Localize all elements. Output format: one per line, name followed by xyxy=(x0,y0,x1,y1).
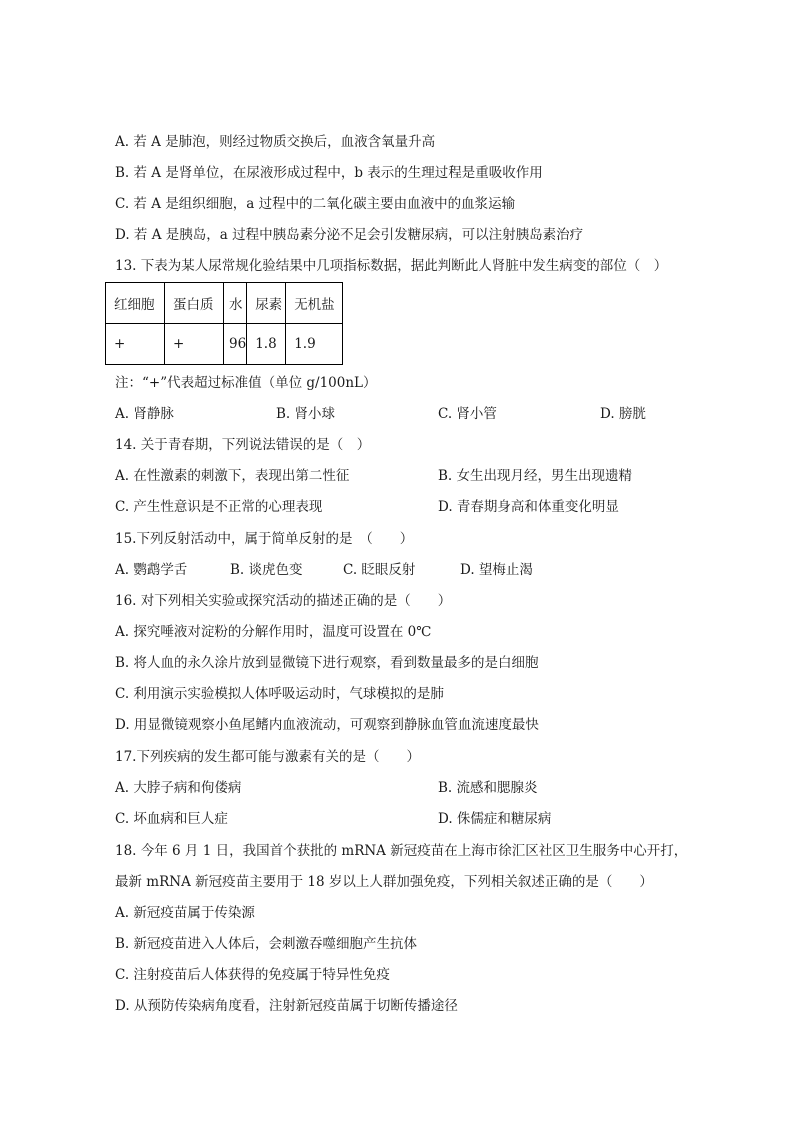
q12-option-a: A. 若 A 是肺泡，则经过物质交换后，血液含氧量升高 xyxy=(115,134,436,150)
q15-option-d: D. 望梅止渴 xyxy=(460,562,533,578)
q15-stem: 15.下列反射活动中，属于简单反射的是 （ ） xyxy=(115,531,414,547)
q12-option-d: D. 若 A 是胰岛，a 过程中胰岛素分泌不足会引发糖尿病，可以注射胰岛素治疗 xyxy=(115,227,584,243)
q14-option-a: A. 在性激素的刺激下，表现出第二性征 xyxy=(115,468,350,484)
q15-option-b: B. 谈虎色变 xyxy=(230,562,303,578)
q14-stem: 14. 关于青春期，下列说法错误的是（ ） xyxy=(115,437,371,453)
q18-stem-line1: 18. 今年 6 月 1 日，我国首个获批的 mRNA 新冠疫苗在上海市徐汇区社区卫生服务中心开打， xyxy=(115,843,688,859)
urine-test-table xyxy=(105,282,343,365)
q17-option-b: B. 流感和腮腺炎 xyxy=(438,780,538,796)
q18-stem-line2: 最新 mRNA 新冠疫苗主要用于 18 岁以上人群加强免疫，下列相关叙述正确的是（ ） xyxy=(115,874,653,890)
q13-option-a: A. 肾静脉 xyxy=(115,406,174,422)
q13-stem: 13. 下表为某人尿常规化验结果中几项指标数据，据此判断此人肾脏中发生病变的部位（ ） xyxy=(115,258,668,274)
q16-option-a: A. 探究唾液对淀粉的分解作用时，温度可设置在 0℃ xyxy=(115,624,432,640)
q16-option-b: B. 将人血的永久涂片放到显微镜下进行观察，看到数量最多的是白细胞 xyxy=(115,655,539,671)
q13-option-b: B. 肾小球 xyxy=(276,406,336,422)
q18-option-c: C. 注射疫苗后人体获得的免疫属于特异性免疫 xyxy=(115,967,390,983)
table-cell: 1.8 xyxy=(247,324,286,365)
table-header-cell: 无机盐 xyxy=(286,283,343,324)
q14-option-d: D. 青春期身高和体重变化明显 xyxy=(438,499,619,515)
table-cell: 96 xyxy=(224,324,247,365)
table-cell: + xyxy=(165,324,224,365)
table-row xyxy=(106,324,343,365)
q17-stem: 17.下列疾病的发生都可能与激素有关的是（ ） xyxy=(115,749,420,765)
q16-option-c: C. 利用演示实验模拟人体呼吸运动时，气球模拟的是肺 xyxy=(115,686,444,702)
table-header-cell: 红细胞 xyxy=(106,283,165,324)
q13-option-d: D. 膀胱 xyxy=(600,406,646,422)
table-header-row xyxy=(106,283,343,324)
q16-stem: 16. 对下列相关实验或探究活动的描述正确的是（ ） xyxy=(115,593,452,609)
table-header-cell: 蛋白质 xyxy=(165,283,224,324)
table-cell: 1.9 xyxy=(286,324,343,365)
q12-option-c: C. 若 A 是组织细胞，a 过程中的二氧化碳主要由血液中的血浆运输 xyxy=(115,196,516,212)
q15-option-a: A. 鹦鹉学舌 xyxy=(115,562,188,578)
q18-option-b: B. 新冠疫苗进入人体后，会刺激吞噬细胞产生抗体 xyxy=(115,936,418,952)
q17-option-c: C. 坏血病和巨人症 xyxy=(115,811,228,827)
q17-option-a: A. 大脖子病和佝偻病 xyxy=(115,780,242,796)
q13-note: 注：“+”代表超过标准值（单位 g/100nL） xyxy=(115,375,377,391)
table-cell: + xyxy=(106,324,165,365)
q12-option-b: B. 若 A 是肾单位，在尿液形成过程中，b 表示的生理过程是重吸收作用 xyxy=(115,165,543,181)
table-header-cell: 尿素 xyxy=(247,283,286,324)
q14-option-c: C. 产生性意识是不正常的心理表现 xyxy=(115,499,323,515)
q15-option-c: C. 眨眼反射 xyxy=(343,562,416,578)
table-header-cell: 水 xyxy=(224,283,247,324)
q16-option-d: D. 用显微镜观察小鱼尾鳍内血液流动，可观察到静脉血管血流速度最快 xyxy=(115,717,539,733)
q13-option-c: C. 肾小管 xyxy=(438,406,497,422)
q18-option-a: A. 新冠疫苗属于传染源 xyxy=(115,905,255,921)
q17-option-d: D. 侏儒症和糖尿病 xyxy=(438,811,552,827)
q18-option-d: D. 从预防传染病角度看，注射新冠疫苗属于切断传播途径 xyxy=(115,998,458,1014)
q14-option-b: B. 女生出现月经，男生出现遗精 xyxy=(438,468,633,484)
